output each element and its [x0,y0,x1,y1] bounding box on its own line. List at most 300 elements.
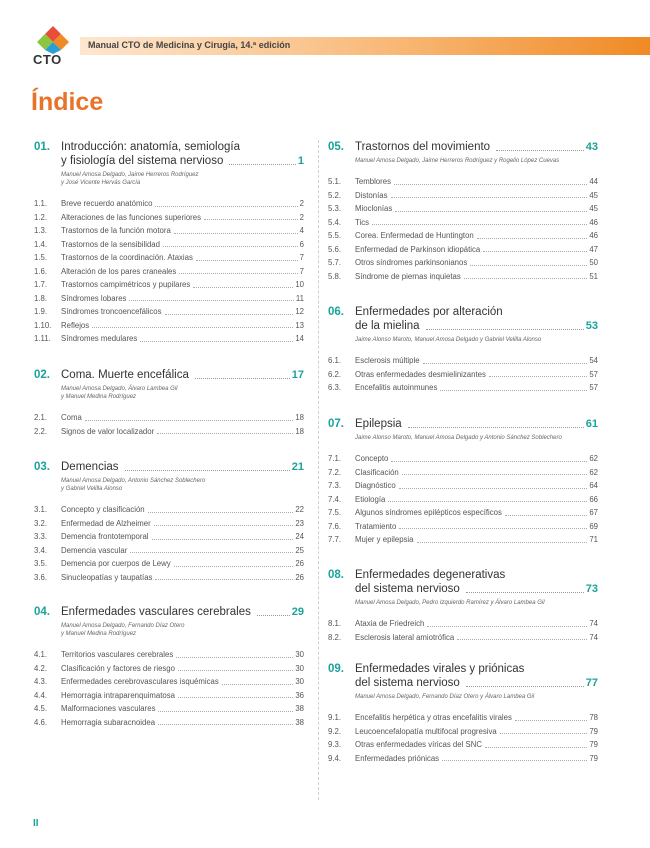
section-entry[interactable] [34,503,304,517]
section-title: Otros síndromes parkinsonianos [355,258,468,267]
section-page: 30 [295,663,304,673]
chapter-authors [61,385,304,401]
section-entry[interactable] [328,452,598,466]
dot-leader [229,164,296,165]
dot-leader [457,639,587,640]
chapter-title-line: Epilepsia [355,418,402,430]
page-title: Índice [31,88,104,116]
section-entry[interactable] [328,216,598,230]
chapter-page: 53 [585,320,598,332]
section-number: 6.1. [328,356,342,365]
section-entry[interactable] [34,238,304,252]
section-page: 4 [299,226,304,235]
section-entry[interactable] [328,738,598,752]
chapter-title-line: Trastornos del movimiento [355,141,491,153]
author-line: Jaime Alonso Maroto, Manuel Amosa Delgado y Antonio Sánchez Soblechero [355,435,562,441]
section-page: 79 [589,726,598,736]
dot-leader [155,579,293,580]
section-title: Otras enfermedades víricas del SNC [355,740,482,749]
dot-leader [174,233,298,234]
section-entry[interactable] [328,229,598,243]
section-title: Concepto [355,454,389,463]
chapter-number: 08. [328,569,344,581]
section-page: 79 [589,753,598,763]
dot-leader [125,470,290,471]
chapter-entry[interactable] [34,140,304,346]
chapter-authors [61,477,304,493]
section-number: 1.6. [34,266,48,276]
section-title: Malformaciones vasculares [61,704,156,713]
section-number: 4.2. [34,663,48,673]
dot-leader [174,566,294,567]
section-entry[interactable] [34,411,304,425]
chapter-entry[interactable] [328,305,598,395]
author-line: Manuel Amosa Delgado, Álvaro Lambea Gil [61,386,178,392]
section-entry[interactable] [328,520,598,534]
dot-leader [176,657,293,658]
dot-leader [158,711,293,712]
section-page: 10 [295,280,304,289]
section-number: 5.8. [328,271,342,281]
section-entry[interactable] [34,224,304,238]
section-entry[interactable] [34,702,304,716]
section-entry[interactable] [328,725,598,739]
chapter-page: 1 [297,155,304,167]
section-number: 3.2. [34,518,48,528]
dot-leader [222,684,294,685]
dot-leader [257,615,290,616]
section-title: Trastornos de la función motora [61,226,171,235]
section-entry[interactable] [328,368,598,382]
section-entry[interactable] [34,571,304,585]
section-number: 5.5. [328,231,342,240]
dot-leader [152,539,294,540]
section-entry[interactable] [328,479,598,493]
chapter-number: 06. [328,306,344,318]
section-title: Esclerosis múltiple [355,356,420,365]
section-page: 46 [589,217,598,227]
section-entry[interactable] [34,648,304,662]
section-page: 79 [589,740,598,749]
dot-leader [485,747,587,748]
section-title: Trastornos campimétricos y pupilares [61,280,191,289]
chapter-page: 29 [291,606,304,618]
dot-leader [515,720,587,721]
chapter-title [328,140,598,154]
section-title: Mioclonías [355,204,393,213]
section-list [328,354,598,395]
dot-leader [402,474,588,475]
section-number: 4.3. [34,677,48,686]
dot-leader [426,329,584,330]
dot-leader [417,542,588,543]
section-number: 7.5. [328,508,342,517]
section-number: 7.6. [328,521,342,531]
section-title: Tratamiento [355,521,397,531]
section-entry[interactable] [328,189,598,203]
dot-leader [489,376,587,377]
author-line: y Manuel Medina Rodríguez [61,394,137,400]
section-title: Leucoencefalopatía multifocal progresiva [355,726,497,736]
chapter-title-body [61,140,304,168]
section-entry[interactable] [34,292,304,306]
section-entry[interactable] [328,466,598,480]
section-number: 1.1. [34,199,48,208]
section-page: 7 [299,266,304,276]
section-entry[interactable] [328,202,598,216]
chapter-title [328,417,598,431]
chapter-title [34,368,304,382]
section-entry[interactable] [34,319,304,333]
section-title: Concepto y clasificación [61,505,145,514]
section-number: 3.4. [34,545,48,555]
section-title: Enfermedades priónicas [355,753,440,763]
section-number: 8.2. [328,632,342,642]
section-entry[interactable] [34,211,304,225]
section-list [328,711,598,765]
dot-leader [399,528,587,529]
section-title: Ataxia de Friedreich [355,619,425,628]
section-number: 1.9. [34,307,48,316]
section-number: 7.4. [328,494,342,504]
dot-leader [466,686,584,687]
chapter-number: 09. [328,663,344,675]
dot-leader [477,238,588,239]
section-entry[interactable] [328,493,598,507]
section-page: 38 [295,717,304,727]
section-title: Algunos síndromes epilépticos específicos [355,508,502,517]
section-entry[interactable] [328,270,598,284]
section-number: 9.3. [328,740,342,749]
section-title: Enfermedad de Parkinson idiopática [355,244,481,254]
section-number: 9.4. [328,753,342,763]
section-title: Distonías [355,190,388,200]
dot-leader [505,515,587,516]
dot-leader [442,760,587,761]
section-number: 3.6. [34,572,48,582]
chapter-entry[interactable] [34,605,304,729]
section-page: 44 [589,177,598,186]
dot-leader [179,273,297,274]
section-page: 62 [589,467,598,477]
section-title: Temblores [355,177,391,186]
section-entry[interactable] [34,716,304,730]
section-number: 2.1. [34,413,48,422]
chapter-title [328,305,598,333]
section-entry[interactable] [328,243,598,257]
chapter-entry[interactable] [34,460,304,584]
dot-leader [140,341,293,342]
section-number: 1.7. [34,280,48,289]
dot-leader [399,488,588,489]
section-number: 5.2. [328,190,342,200]
section-number: 4.5. [34,704,48,713]
section-page: 36 [295,690,304,700]
chapter-number: 04. [34,606,50,618]
section-title: Trastornos de la coordinación. Ataxias [61,253,193,262]
dot-leader [157,433,293,434]
section-number: 1.5. [34,253,48,262]
section-title: Clasificación y factores de riesgo [61,663,175,673]
section-list [34,648,304,729]
section-entry[interactable] [328,631,598,645]
chapter-title-row [61,605,304,619]
section-title: Clasificación [355,467,399,477]
chapter-title-line: Enfermedades vasculares cerebrales [61,606,251,618]
chapter-number: 07. [328,418,344,430]
section-title: Breve recuerdo anatómico [61,199,153,208]
section-entry[interactable] [328,381,598,395]
section-number: 8.1. [328,619,342,628]
chapter-title-body [355,417,598,431]
section-title: Coma [61,413,82,422]
dot-leader [85,420,294,421]
chapter-title-line: Enfermedades virales y priónicas [355,663,525,675]
section-number: 6.3. [328,383,342,392]
section-number: 1.10. [34,320,52,330]
section-title: Tics [355,217,370,227]
author-line: y José Vicente Hervás García [61,180,141,186]
dot-leader [500,733,588,734]
section-entry[interactable] [34,278,304,292]
section-number: 1.2. [34,212,48,222]
section-number: 4.1. [34,650,48,659]
logo-text: CTO [33,52,62,67]
section-page: 45 [589,204,598,213]
dot-leader [394,184,587,185]
chapter-title [328,568,598,596]
section-page: 2 [299,212,304,222]
section-entry[interactable] [328,752,598,766]
chapter-authors [355,336,598,344]
chapter-title-line: y fisiología del sistema nervioso [61,155,224,167]
author-line: Manuel Amosa Delgado, Fernando Díaz Otero [61,623,185,629]
dot-leader [165,314,294,315]
section-page: 69 [589,521,598,531]
chapter-title-row [61,460,304,474]
chapter-title [34,605,304,619]
section-entry[interactable] [34,425,304,439]
chapter-page: 43 [585,141,598,153]
chapter-entry[interactable] [328,568,598,644]
section-number: 5.1. [328,177,342,186]
chapter-page: 61 [585,418,598,430]
section-page: 74 [589,619,598,628]
section-number: 3.3. [34,532,48,541]
section-page: 12 [295,307,304,316]
author-line: Manuel Amosa Delgado, Fernando Díaz Otero y Álvaro Lambea Gil [355,694,535,700]
section-entry[interactable] [328,354,598,368]
chapter-authors [355,693,598,701]
section-page: 23 [295,518,304,528]
dot-leader [466,592,584,593]
section-number: 5.6. [328,244,342,254]
author-line: Manuel Amosa Delgado, Jaime Herreros Rodríguez [61,172,199,178]
dot-leader [483,251,587,252]
chapter-title-line: Enfermedades degenerativas [355,569,506,581]
dot-leader [130,552,293,553]
section-number: 7.2. [328,467,342,477]
section-page: 24 [295,532,304,541]
section-title: Corea. Enfermedad de Huntington [355,231,474,240]
chapter-title-line: del sistema nervioso [355,583,460,595]
section-title: Demencia frontotemporal [61,532,149,541]
section-page: 57 [589,369,598,379]
book-title: Manual CTO de Medicina y Cirugía, 14.ª edición [88,40,291,50]
section-title: Síndrome de piernas inquietas [355,271,461,281]
section-page: 11 [295,293,304,303]
section-list [328,452,598,547]
dot-leader [388,501,587,502]
section-entry[interactable] [328,256,598,270]
section-number: 4.6. [34,717,48,727]
section-page: 45 [589,190,598,200]
section-entry[interactable] [328,617,598,631]
dot-leader [391,197,588,198]
section-entry[interactable] [328,506,598,520]
section-title: Reflejos [61,320,90,330]
section-page: 50 [589,258,598,267]
chapter-title-line: Introducción: anatomía, semiología [61,141,240,153]
section-page: 47 [589,244,598,254]
section-title: Encefalitis herpética y otras encefalitis virales [355,713,512,722]
section-page: 18 [295,426,304,436]
section-entry[interactable] [34,251,304,265]
section-title: Demencia vascular [61,545,128,555]
page-header [0,0,650,70]
section-entry[interactable] [34,544,304,558]
section-page: 66 [589,494,598,504]
section-title: Trastornos de la sensibilidad [61,239,160,249]
chapter-authors [355,434,598,442]
chapter-title-line: Coma. Muerte encefálica [61,369,189,381]
section-number: 6.2. [328,369,342,379]
chapter-title-line: Demencias [61,461,119,473]
chapter-title-body [355,305,598,333]
section-entry[interactable] [328,533,598,547]
section-title: Enfermedades cerebrovasculares isquémicas [61,677,219,686]
section-entry[interactable] [34,557,304,571]
section-entry[interactable] [34,530,304,544]
section-number: 1.4. [34,239,48,249]
section-number: 7.3. [328,481,342,490]
chapter-title [328,662,598,690]
section-number: 3.5. [34,559,48,568]
dot-leader [148,512,294,513]
section-entry[interactable] [34,197,304,211]
section-title: Hemorragia subaracnoidea [61,717,156,727]
chapter-title-row [61,368,304,382]
dot-leader [496,150,584,151]
dot-leader [204,219,298,220]
chapter-title-row [355,582,598,596]
dot-leader [427,626,587,627]
chapter-number: 02. [34,369,50,381]
chapter-page: 77 [585,677,598,689]
dot-leader [440,390,587,391]
section-entry[interactable] [34,675,304,689]
section-number: 7.1. [328,454,342,463]
chapter-title-row [355,319,598,333]
section-entry[interactable] [34,689,304,703]
section-entry[interactable] [328,175,598,189]
dot-leader [195,378,290,379]
section-list [328,175,598,283]
section-title: Enfermedad de Alzheimer [61,518,151,528]
section-title: Etiología [355,494,386,504]
chapter-entry[interactable] [328,417,598,547]
section-number: 2.2. [34,426,48,436]
chapter-title-line: de la mielina [355,320,420,332]
section-title: Esclerosis lateral amiotrófica [355,632,455,642]
section-entry[interactable] [34,332,304,346]
chapter-entry[interactable] [328,140,598,283]
chapter-authors [355,157,598,165]
section-page: 71 [589,535,598,544]
section-title: Demencia por cuerpos de Lewy [61,559,171,568]
chapter-entry[interactable] [34,368,304,438]
section-page: 7 [299,253,304,262]
dot-leader [129,300,293,301]
section-entry[interactable] [34,265,304,279]
section-title: Encefalitis autoinmunes [355,383,438,392]
section-title: Territorios vasculares cerebrales [61,650,174,659]
chapter-number: 05. [328,141,344,153]
section-number: 1.11. [34,334,51,343]
chapter-entry[interactable] [328,662,598,765]
section-entry[interactable] [34,305,304,319]
dot-leader [155,206,297,207]
chapter-title [34,460,304,474]
section-page: 64 [589,481,598,490]
section-page: 30 [295,650,304,659]
section-page: 26 [295,559,304,568]
author-line: Jaime Alonso Maroto, Manuel Amosa Delgado y Gabriel Velilla Alonso [355,337,542,343]
section-entry[interactable] [34,662,304,676]
chapter-authors [355,599,598,607]
section-page: 67 [589,508,598,517]
section-list [328,617,598,644]
chapter-title-row [355,417,598,431]
author-line: y Gabriel Velilla Alonso [61,486,123,492]
chapter-number: 01. [34,141,50,153]
chapter-page: 17 [291,369,304,381]
chapter-authors [61,622,304,638]
chapter-page: 73 [585,583,598,595]
section-number: 7.7. [328,535,342,544]
dot-leader [92,327,293,328]
section-entry[interactable] [34,517,304,531]
column-divider [318,140,319,800]
section-page: 51 [589,271,598,281]
section-entry[interactable] [328,711,598,725]
dot-leader [395,211,587,212]
section-page: 30 [295,677,304,686]
chapter-title-body [355,662,598,690]
dot-leader [193,287,293,288]
chapter-authors [61,171,304,187]
dot-leader [154,525,294,526]
dot-leader [163,246,298,247]
section-page: 18 [295,413,304,422]
chapter-title-line: Enfermedades por alteración [355,306,503,318]
section-number: 4.4. [34,690,48,700]
chapter-title-body [61,460,304,474]
section-page: 78 [589,713,598,722]
section-page: 26 [295,572,304,582]
section-page: 38 [295,704,304,713]
dot-leader [178,670,293,671]
